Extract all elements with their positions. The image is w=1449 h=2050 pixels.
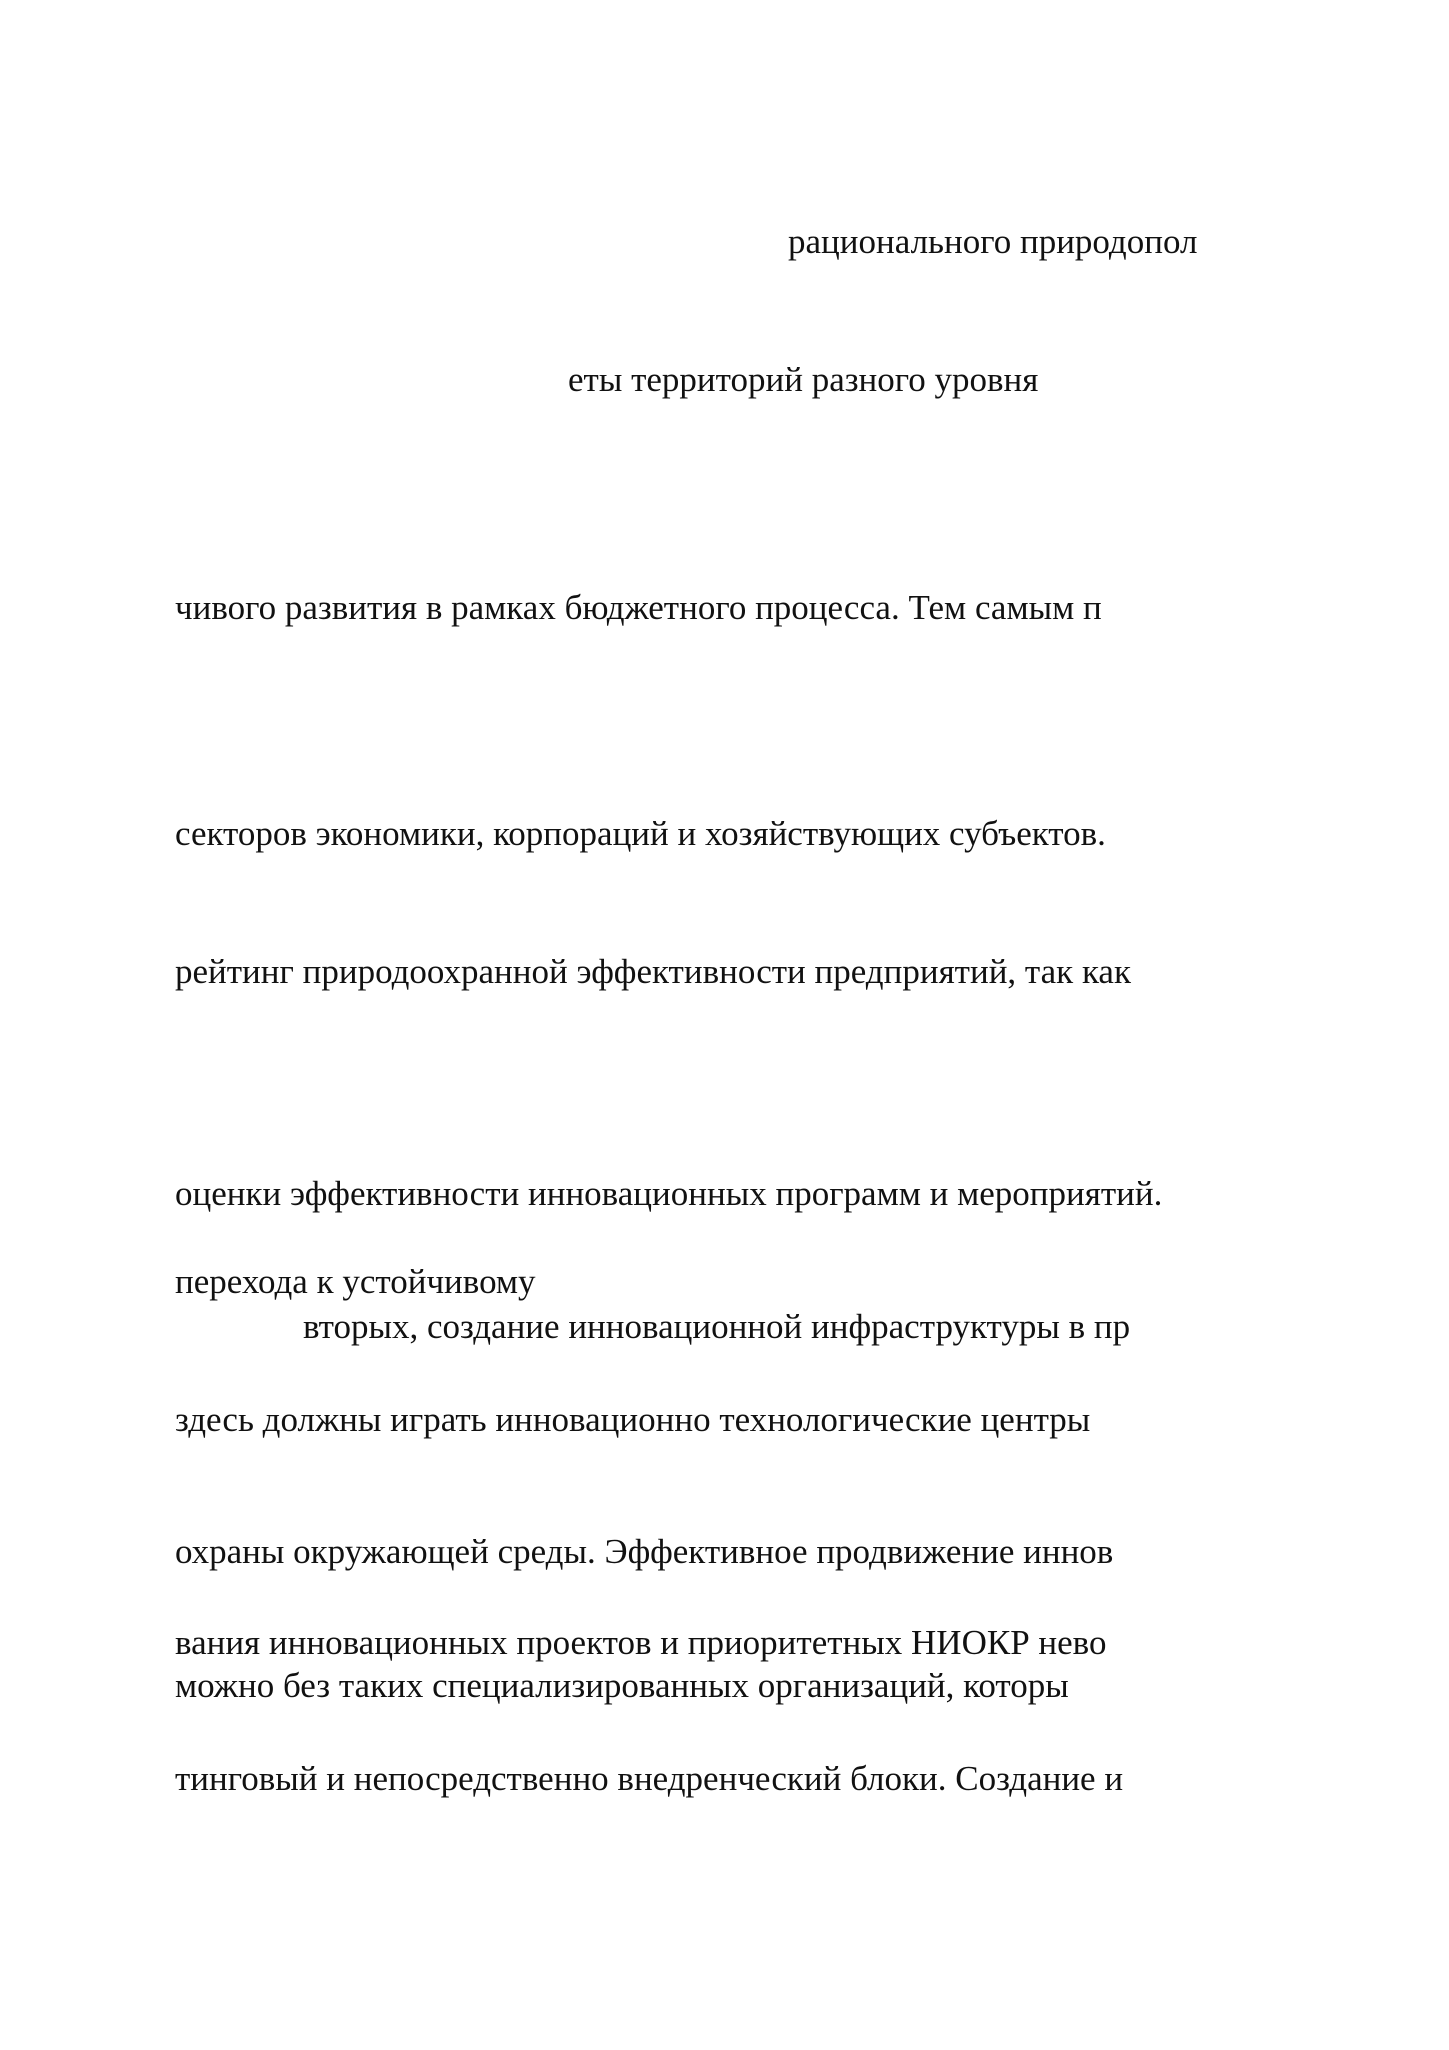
text-line-4: секторов экономики, корпораций и хозяйствующих субъектов. [175, 814, 1106, 853]
text-line-2: еты территорий разного уровня [568, 360, 1039, 399]
text-line-1: рационального природопол [788, 222, 1198, 261]
text-line-5: рейтинг природоохранной эффективности предприятий, так как [175, 952, 1131, 991]
text-line-7: перехода к устойчивому [175, 1262, 536, 1301]
text-line-6: оценки эффективности инновационных программ и мероприятий. [175, 1174, 1163, 1213]
text-line-10: охраны окружающей среды. Эффективное продвижение иннов [175, 1532, 1114, 1571]
text-line-9: здесь должны играть инновационно технологические центры [175, 1400, 1091, 1439]
text-line-12: можно без таких специализированных организаций, которы [175, 1666, 1069, 1705]
text-line-8: вторых, создание инновационной инфраструктуры в пр [303, 1307, 1131, 1346]
text-line-13: тинговый и непосредственно внедренческий блоки. Создание и [175, 1759, 1124, 1798]
text-line-3: чивого развития в рамках бюджетного процесса. Тем самым п [175, 588, 1102, 627]
text-line-11: вания инновационных проектов и приоритетных НИОКР нево [175, 1623, 1107, 1662]
